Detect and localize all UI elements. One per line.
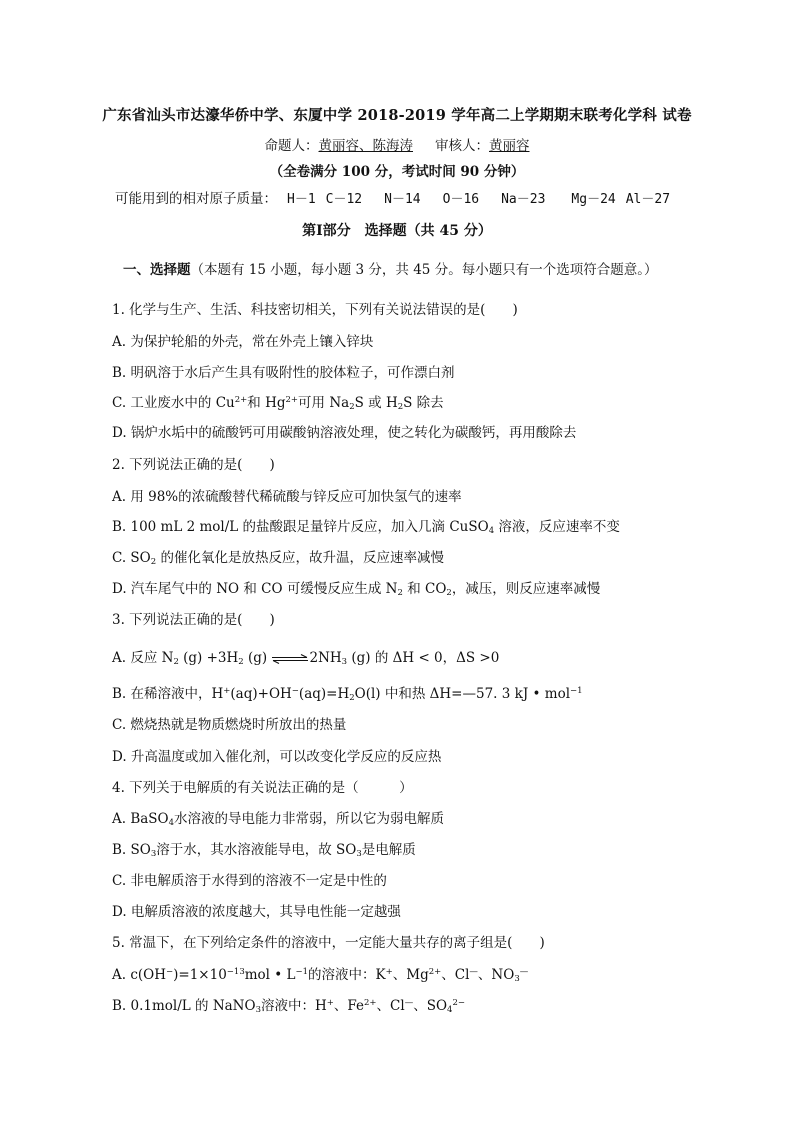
q4-option-b: B. $SO_3$溶于水，其水溶液能导电，故 $SO_3$是电解质 — [112, 842, 416, 859]
q5-option-b: B. 0.1mol/L 的 NaNO$_3$溶液中：H+、$Fe^{2+}$、Cl—、$SO_4^{2-}$ — [112, 998, 465, 1015]
section-label: 一、选择题 — [123, 262, 191, 278]
q4-option-a: A. BaSO$_4$水溶液的导电能力非常弱，所以它为弱电解质 — [112, 811, 445, 828]
atomic-mass-c: C－12 — [325, 192, 363, 207]
q4-stem: 4. 下列关于电解质的有关说法正确的是（ ） — [112, 780, 413, 796]
q1-option-c: C. 工业废水中的 $Cu^{2+}$和 $Hg^{2+}$可用 $Na_2S$ 或 $H_2S$ 除去 — [112, 395, 444, 412]
q2-option-c: C. $SO_2$ 的催化氧化是放热反应，故升温，反应速率减慢 — [112, 550, 444, 567]
q3-option-a: A. 反应 $N_2$ $(g) +3H_2$ (g) $2NH_3$ (g) 的 ΔH < 0，ΔS >0 — [112, 650, 500, 667]
equilibrium-arrow-icon — [271, 654, 309, 664]
section-desc: （本题有 15 小题，每小题 3 分，共 45 分。每小题只有一个选项符合题意。） — [190, 262, 658, 278]
score-note: （全卷满分 100 分，考试时间 90 分钟） — [269, 164, 525, 180]
part-heading: 第Ⅰ部分 选择题（共 45 分） — [302, 223, 492, 239]
reviewer-name: 黄丽容 — [489, 138, 530, 154]
q4-option-c: C. 非电解质溶于水得到的溶液不一定是中性的 — [112, 873, 387, 889]
q2-option-b: B. 100 mL 2 mol/L 的盐酸跟足量锌片反应，加入几滴 CuSO$_4$ 溶液，反应速率不变 — [112, 519, 620, 536]
q2-stem: 2. 下列说法正确的是( ) — [112, 457, 275, 473]
q3-stem: 3. 下列说法正确的是( ) — [112, 612, 275, 628]
atomic-mass-mg: Mg－24 — [571, 192, 616, 207]
exam-title: 广东省汕头市达濠华侨中学、东厦中学 2018-2019 学年高二上学期期末联考化学科 试卷 — [102, 107, 692, 124]
atomic-mass-n: N－14 — [384, 192, 421, 207]
atomic-mass-label: 可能用到的相对原子质量： — [115, 191, 277, 207]
q5-option-a: A. $c(OH^-)=1\times 10^{-13}mol$ • $L^{-1}$的溶液中：K+、$Mg^{2+}$、Cl—、$NO_3^—$ — [112, 967, 529, 984]
q3-option-c: C. 燃烧热就是物质燃烧时所放出的热量 — [112, 717, 347, 733]
q2-option-a: A. 用 98%的浓硫酸替代稀硫酸与锌反应可加快氢气的速率 — [112, 489, 462, 505]
q1-stem: 1. 化学与生产、生活、科技密切相关，下列有关说法错误的是( ) — [112, 302, 518, 318]
q3-option-d: D. 升高温度或加入催化剂，可以改变化学反应的反应热 — [112, 749, 442, 765]
author-names: 黄丽容、陈海涛 — [318, 138, 413, 154]
q5-stem: 5. 常温下，在下列给定条件的溶液中，一定能大量共存的离子组是( ) — [112, 935, 545, 951]
q1-option-a: A. 为保护轮船的外壳，常在外壳上镶入锌块 — [112, 334, 374, 350]
atomic-mass-o: O－16 — [442, 192, 480, 207]
atomic-mass-na: Na－23 — [501, 192, 546, 207]
q1-option-d: D. 锅炉水垢中的硫酸钙可用碳酸钠溶液处理，使之转化为碳酸钙，再用酸除去 — [112, 425, 577, 441]
reviewer-label: 审核人： — [435, 138, 489, 154]
section-heading — [123, 258, 657, 278]
q3-option-b: B. 在稀溶液中，$H^+(aq)+OH^-(aq)=H_2O(l)$ 中和热 ΔH=—57. 3 kJ • mol$^{-1}$ — [112, 686, 583, 703]
atomic-mass-line — [115, 187, 670, 207]
author-label: 命题人： — [264, 138, 319, 154]
q4-option-d: D. 电解质溶液的浓度越大，其导电性能一定越强 — [112, 904, 401, 920]
q2-option-d: D. 汽车尾气中的 NO 和 CO 可缓慢反应生成 $N_2$ 和 $CO_2$，减压，则反应速率减慢 — [112, 581, 601, 598]
atomic-mass-al: Al－27 — [625, 192, 671, 207]
q1-option-b: B. 明矾溶于水后产生具有吸附性的胶体粒子，可作漂白剂 — [112, 365, 455, 381]
atomic-mass-h: H－1 — [287, 192, 316, 207]
author-line — [0, 134, 794, 154]
